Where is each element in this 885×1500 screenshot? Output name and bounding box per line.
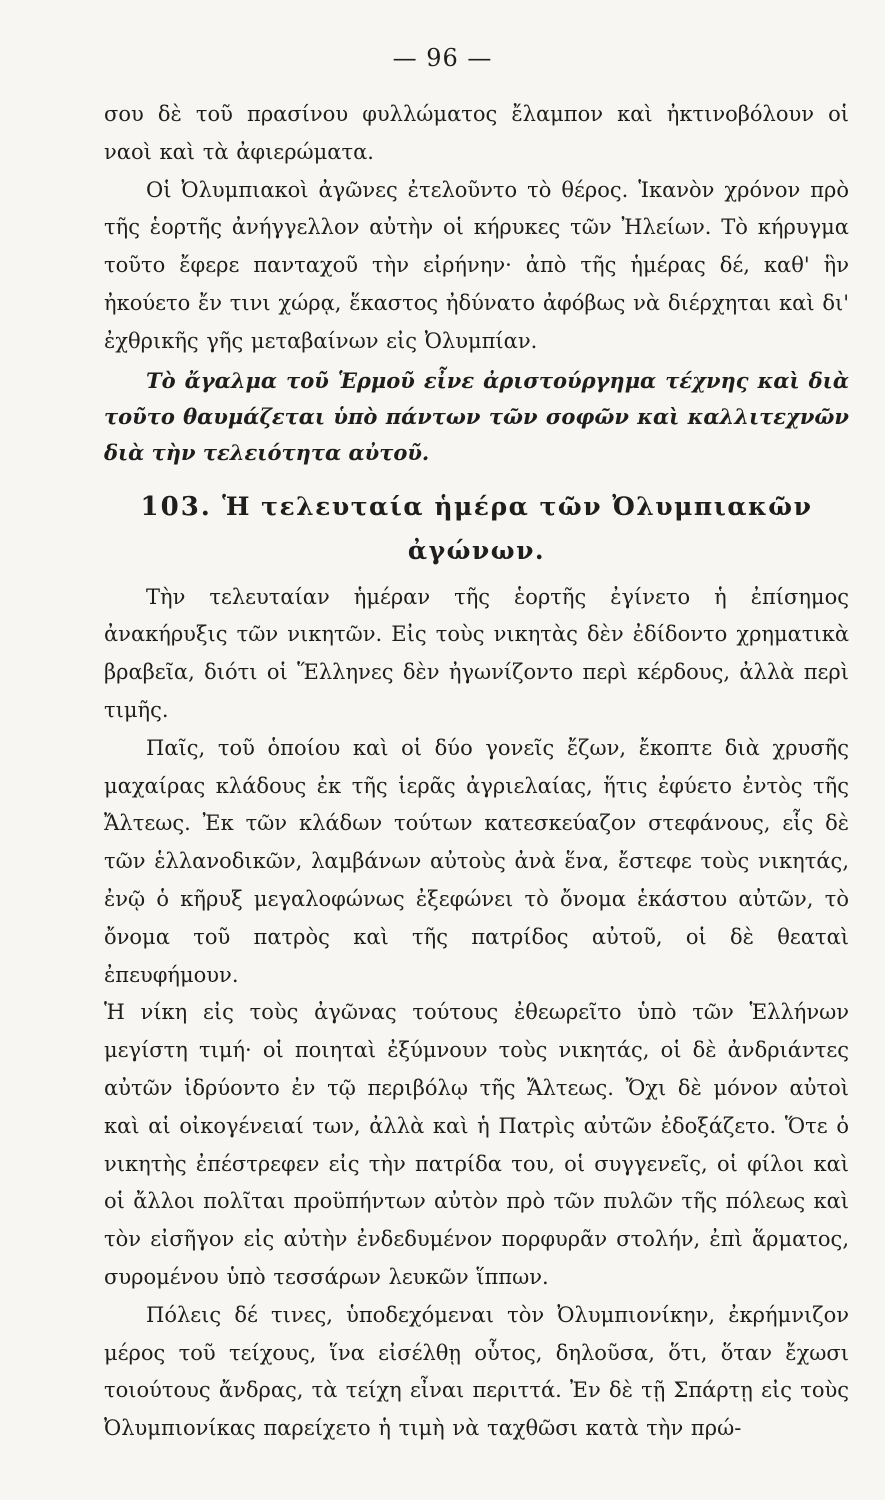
paragraph-2: Οἱ Ὀλυμπιακοὶ ἀγῶνες ἐτελοῦντο τὸ θέρος. Ἱκανὸν χρόνον πρὸ τῆς ἑορτῆς ἀνήγγελλον αὐτὴν οἱ κήρυκες τῶν Ἠλείων. Τὸ κήρυγμα τοῦτο ἔφερε πανταχοῦ τὴν εἰρήνην· ἀπὸ τῆς ἡμέρας δέ, καθ' ἣν ἠκούετο ἔν τινι χώρᾳ, ἕκαστος ἠδύνατο ἀφόβως νὰ διέρχηται καὶ δι' ἐχθρικῆς γῆς μεταβαίνων εἰς Ὀλυμπίαν. — [104, 177, 849, 353]
emphasis-note: Τὸ ἄγαλμα τοῦ Ἑρμοῦ εἶνε ἀριστούργημα τέχνης καὶ διὰ τοῦτο θαυμάζεται ὑπὸ πάντων τῶν σοφῶν καὶ καλλιτεχνῶν διὰ τὴν τελειότητα αὐτοῦ. — [104, 367, 849, 465]
page-number: — 96 — — [392, 44, 493, 72]
paragraph-6: Πόλεις δέ τινες, ὑποδεχόμεναι τὸν Ὀλυμπιονίκην, ἐκρήμνιζον μέρος τοῦ τείχους, ἵνα εἰσέλθῃ οὗτος, δηλοῦσα, ὅτι, ὅταν ἔχωσι τοιούτους ἄνδρας, τὰ τείχη εἶναι περιττά. Ἐν δὲ τῇ Σπάρτῃ εἰς τοὺς Ὀλυμπιονίκας παρείχετο ἡ τιμὴ νὰ ταχθῶσι κατὰ τὴν πρώ- — [104, 1302, 849, 1441]
section-number: 103. — [140, 491, 212, 522]
paragraph-4: Παῖς, τοῦ ὁποίου καὶ οἱ δύο γονεῖς ἔζων, ἔκοπτε διὰ χρυσῆς μαχαίρας κλάδους ἐκ τῆς ἱερᾶς ἀγριελαίας, ἥτις ἐφύετο ἐντὸς τῆς Ἄλτεως. Ἐκ τῶν κλάδων τούτων κατεσκεύαζον στεφάνους, εἷς δὲ τῶν ἑλλανοδικῶν, λαμβάνων αὐτοὺς ἀνὰ ἕνα, ἔστεφε τοὺς νικητάς, ἐνῷ ὁ κῆρυξ μεγαλοφώνως ἐξεφώνει τὸ ὄνομα ἑκάστου αὐτῶν, τὸ ὄνομα τοῦ πατρὸς καὶ τῆς πατρίδος αὐτοῦ, οἱ δὲ θεαταὶ ἐπευφήμουν. — [104, 735, 849, 987]
paragraph-1: σου δὲ τοῦ πρασίνου φυλλώματος ἔλαμπον καὶ ἠκτινοβόλουν οἱ ναοὶ καὶ τὰ ἀφιερώματα. — [104, 102, 849, 164]
section-heading — [104, 479, 849, 579]
paragraph-5: Ἡ νίκη εἰς τοὺς ἀγῶνας τούτους ἐθεωρεῖτο ὑπὸ τῶν Ἑλλήνων μεγίστη τιμή· οἱ ποιηταὶ ἐξύμνουν τοὺς νικητάς, οἱ δὲ ἀνδριάντες αὐτῶν ἱδρύοντο ἐν τῷ περιβόλῳ τῆς Ἄλτεως. Ὄχι δὲ μόνον αὐτοὶ καὶ αἱ οἰκογένειαί των, ἀλλὰ καὶ ἡ Πατρὶς αὐτῶν ἐδοξάζετο. Ὅτε ὁ νικητὴς ἐπέστρεφεν εἰς τὴν πατρίδα του, οἱ συγγενεῖς, οἱ φίλοι καὶ οἱ ἄλλοι πολῖται προϋπήντων αὐτὸν πρὸ τῶν πυλῶν τῆς πόλεως καὶ τὸν εἰσῆγον εἰς αὐτὴν ἐνδεδυμένον πορφυρᾶν στολήν, ἐπὶ ἅρματος, συρομένου ὑπὸ τεσσάρων λευκῶν ἵππων. — [104, 1000, 849, 1289]
section-title: Ἡ τελευταία ἡμέρα τῶν Ὀλυμπιακῶν ἀγώνων. — [222, 491, 813, 565]
page-content — [104, 96, 849, 1448]
paragraph-3: Τὴν τελευταίαν ἡμέραν τῆς ἑορτῆς ἐγίνετο ἡ ἐπίσημος ἀνακήρυξις τῶν νικητῶν. Εἰς τοὺς νικητὰς δὲν ἐδίδοντο χρηματικὰ βραβεῖα, διότι οἱ Ἕλληνες δὲν ἠγωνίζοντο περὶ κέρδους, ἀλλὰ περὶ τιμῆς. — [104, 584, 849, 722]
